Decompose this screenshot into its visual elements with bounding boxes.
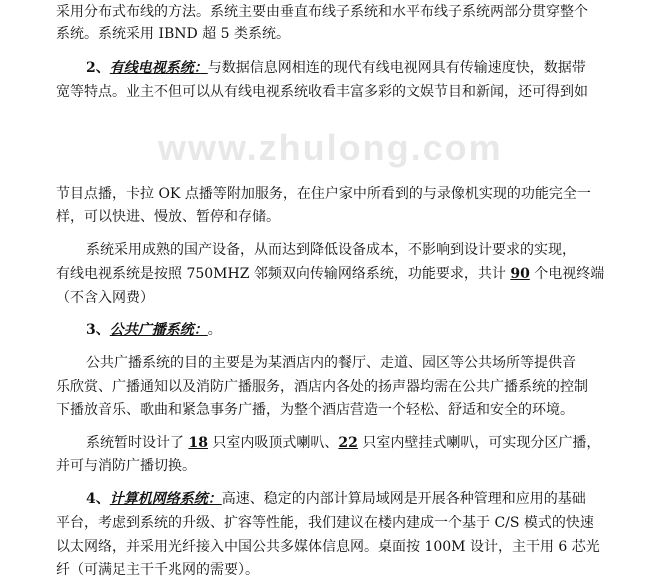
section-number: 2、 [86, 60, 110, 76]
paragraph-line: 公共广播系统的目的主要是为某酒店内的餐厅、走道、园区等公共场所等提供音 [86, 355, 576, 371]
paragraph-line: 平台，考虑到系统的升级、扩容等性能，我们建议在楼内建成一个基于 C/S 模式的快速 [56, 515, 594, 531]
section-heading-computer-network [86, 489, 616, 509]
text-run: 有线电视系统是按照 750MHZ 邻频双向传输网络系统，功能要求，共计 [56, 266, 511, 282]
paragraph-line: 采用分布式布线的方法。系统主要由垂直布线子系统和水平布线子系统两部分贯穿整个 [56, 4, 588, 20]
paragraph-line [56, 264, 616, 284]
section-title: 计算机网络系统： [109, 491, 222, 507]
wall-speaker-count: 22 [338, 435, 358, 451]
section-title: 公共广播系统： [109, 322, 208, 338]
section-number: 3、 [86, 322, 110, 338]
section-text: 高速、稳定的内部计算局域网是开展各种管理和应用的基础 [221, 491, 586, 507]
paragraph-line: 系统。系统采用 IBND 超 5 类系统。 [56, 26, 291, 42]
paragraph-line: （不含入网费） [56, 290, 154, 306]
paragraph-line: 乐欣赏、广播通知以及消防广播服务，酒店内各处的扬声器均需在公共广播系统的控制 [56, 379, 588, 395]
section-number: 4、 [86, 491, 110, 507]
paragraph-line: 宽等特点。业主不但可以从有线电视系统收看丰富多彩的文娱节目和新闻，还可得到如 [56, 84, 588, 100]
section-title: 有线电视系统： [109, 60, 208, 76]
section-heading-public-broadcast [86, 320, 616, 340]
text-run: 系统暂时设计了 [86, 435, 189, 451]
section-text: 与数据信息网相连的现代有线电视网具有传输速度快，数据带 [207, 60, 586, 76]
watermark: www.zhulong.com [158, 127, 503, 168]
paragraph-line: 节目点播，卡拉 OK 点播等附加服务，在住户家中所看到的与录像机实现的功能完全一 [56, 186, 591, 202]
paragraph-line: 样，可以快进、慢放、暂停和存储。 [56, 209, 280, 225]
paragraph-line: 系统采用成熟的国产设备，从而达到降低设备成本，不影响到设计要求的实现， [86, 242, 576, 258]
paragraph-line: 纤（可满足主干千兆网的需要）。 [56, 562, 259, 578]
text-run: 个电视终端 [529, 266, 605, 282]
section-heading-cable-tv [86, 58, 616, 78]
ceiling-speaker-count: 18 [188, 435, 208, 451]
terminal-count: 90 [510, 266, 530, 282]
paragraph-line: 并可与消防广播切换。 [56, 458, 196, 474]
text-run: 只室内壁挂式喇叭，可实现分区广播， [357, 435, 601, 451]
paragraph-line: 以太网络，并采用光纤接入中国公共多媒体信息网。桌面按 100M 设计，主干用 6 芯光 [56, 539, 600, 555]
text-run: 只室内吸顶式喇叭、 [207, 435, 339, 451]
paragraph-line [86, 433, 616, 453]
paragraph-line: 下播放音乐、歌曲和紧急事务广播，为整个酒店营造一个轻松、舒适和安全的环境。 [56, 402, 574, 418]
section-text: 。 [207, 322, 222, 338]
